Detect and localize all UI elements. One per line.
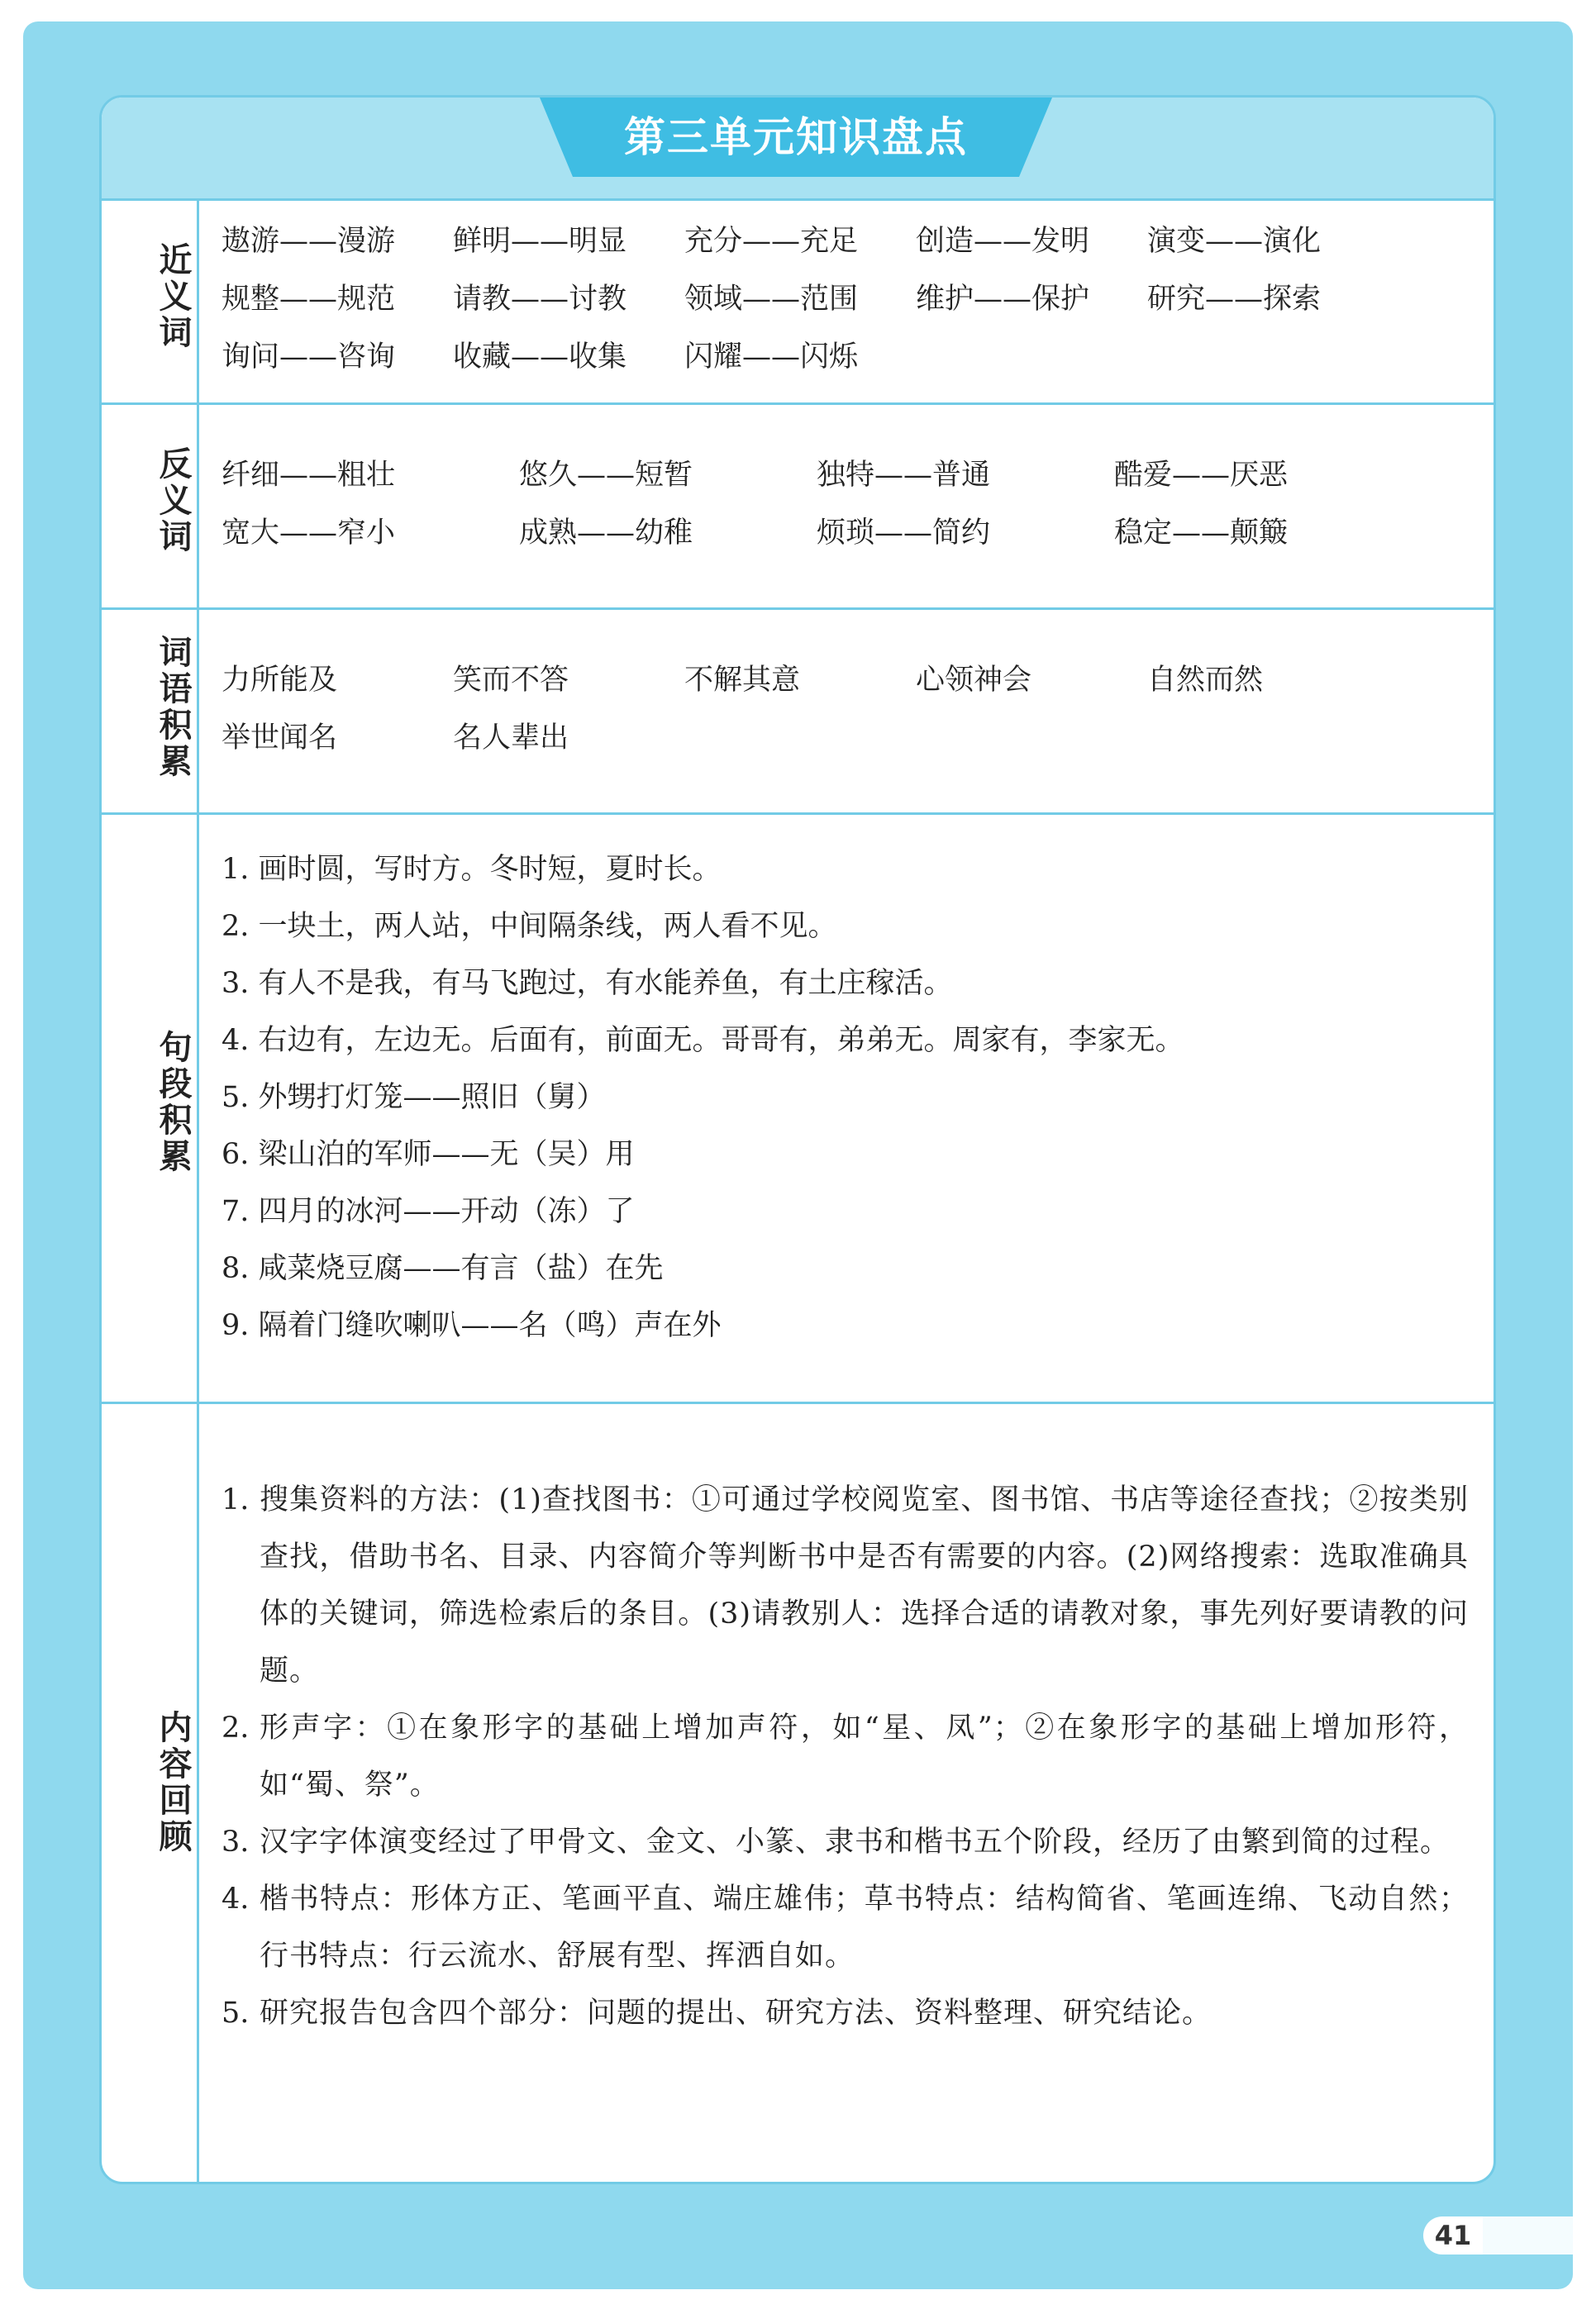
synonym-item: 领域——范围 <box>684 283 859 316</box>
synonym-item: 充分——充足 <box>684 225 859 258</box>
section-label-sentences: 句段积累 <box>154 1030 192 1175</box>
phrase-row <box>222 709 1469 767</box>
section-label-review: 内容回顾 <box>154 1710 192 1855</box>
review-item-number: 2. <box>222 1712 250 1745</box>
phrase-item: 举世闻名 <box>222 721 338 755</box>
sentence-line: 1. 画时圆，写时方。冬时短，夏时长。 <box>222 853 722 886</box>
review-item-text: 研究报告包含四个部分：问题的提出、研究方法、资料整理、研究结论。 <box>260 1997 1212 2030</box>
synonym-item: 演变——演化 <box>1147 225 1322 258</box>
phrase-item: 心领神会 <box>916 664 1032 697</box>
section-sentences <box>102 812 1494 1402</box>
synonym-item: 规整——规范 <box>222 283 396 316</box>
review-item <box>222 1814 1469 1871</box>
phrase-item: 名人辈出 <box>453 721 569 755</box>
antonym-list <box>222 446 1469 562</box>
sentence-line: 7. 四月的冰河——开动（冻）了 <box>222 1195 635 1228</box>
sentence-line: 3. 有人不是我，有马飞跑过，有水能养鱼，有土庄稼活。 <box>222 967 953 1000</box>
synonym-item: 维护——保护 <box>916 283 1090 316</box>
sentence-line: 6. 梁山泊的军师——无（吴）用 <box>222 1138 635 1171</box>
phrase-row <box>222 651 1469 709</box>
synonym-item: 创造——发明 <box>916 225 1090 258</box>
antonym-item: 纤细——粗壮 <box>222 459 396 492</box>
synonym-item: 请教——讨教 <box>453 283 627 316</box>
section-antonyms <box>102 402 1494 607</box>
section-review <box>102 1402 1494 2184</box>
page-number: 41 <box>1423 2216 1483 2254</box>
phrase-item: 笑而不答 <box>453 664 569 697</box>
section-label-antonyms: 反义词 <box>154 446 192 555</box>
antonym-item: 悠久——短暂 <box>519 459 693 492</box>
review-item-text: 楷书特点：形体方正、笔画平直、端庄雄伟；草书特点：结构简省、笔画连绵、飞动自然；行书特点：行云流水、舒展有型、挥洒自如。 <box>260 1883 1469 1973</box>
section-phrases <box>102 607 1494 812</box>
review-item-number: 4. <box>222 1883 250 1916</box>
review-item-text: 汉字字体演变经过了甲骨文、金文、小篆、隶书和楷书五个阶段，经历了由繁到简的过程。 <box>260 1826 1451 1859</box>
phrase-item: 力所能及 <box>222 664 338 697</box>
sentence-line: 5. 外甥打灯笼——照旧（舅） <box>222 1081 606 1114</box>
antonym-item: 独特——普通 <box>817 459 991 492</box>
antonym-row <box>222 504 1469 562</box>
antonym-item: 烦琐——简约 <box>817 517 991 550</box>
review-item-number: 3. <box>222 1826 250 1859</box>
review-item <box>222 1985 1469 2042</box>
review-item-text: 搜集资料的方法：(1)查找图书：①可通过学校阅览室、图书馆、书店等途径查找；②按类别查找，借助书名、目录、内容简介等判断书中是否有需要的内容。(2)网络搜索：选取准确具体的关键词，筛选检索后的条目。(3)请教别人：选择合适的请教对象，事先列好要请教的问题。 <box>260 1483 1469 1688</box>
antonym-item: 酷爱——厌恶 <box>1114 459 1289 492</box>
antonym-row <box>222 446 1469 504</box>
phrase-item: 不解其意 <box>684 664 801 697</box>
synonym-row <box>222 212 1469 270</box>
section-label-synonyms: 近义词 <box>154 242 192 351</box>
synonym-item: 遨游——漫游 <box>222 225 396 258</box>
phrase-item: 自然而然 <box>1147 664 1264 697</box>
sentence-list <box>222 841 1469 1355</box>
antonym-item: 稳定——颠簸 <box>1114 517 1289 550</box>
synonym-item: 收藏——收集 <box>453 340 627 374</box>
review-item <box>222 1700 1469 1814</box>
sentence-line: 2. 一块土，两人站，中间隔条线，两人看不见。 <box>222 910 837 943</box>
section-label-phrases: 词语积累 <box>154 635 192 780</box>
synonym-item: 闪耀——闪烁 <box>684 340 859 374</box>
review-list <box>222 1472 1469 2042</box>
synonym-list <box>222 212 1469 386</box>
page-title: 第三单元知识盘点 <box>624 113 968 161</box>
review-item <box>222 1871 1469 1985</box>
sentence-line: 9. 隔着门缝吹喇叭——名（鸣）声在外 <box>222 1309 722 1342</box>
page-tab <box>1483 2216 1573 2254</box>
synonym-row <box>222 270 1469 328</box>
synonym-row <box>222 328 1469 386</box>
antonym-item: 宽大——窄小 <box>222 517 396 550</box>
review-item-number: 5. <box>222 1997 250 2030</box>
section-synonyms <box>102 198 1494 402</box>
synonym-item: 研究——探索 <box>1147 283 1322 316</box>
review-item <box>222 1472 1469 1700</box>
synonym-item: 询问——咨询 <box>222 340 396 374</box>
knowledge-card <box>99 95 1496 2184</box>
sentence-line: 8. 咸菜烧豆腐——有言（盐）在先 <box>222 1252 664 1285</box>
review-item-number: 1. <box>222 1483 250 1516</box>
antonym-item: 成熟——幼稚 <box>519 517 693 550</box>
review-item-text: 形声字：①在象形字的基础上增加声符，如“星、凤”；②在象形字的基础上增加形符，如“蜀、祭”。 <box>260 1712 1469 1802</box>
sentence-line: 4. 右边有，左边无。后面有，前面无。哥哥有，弟弟无。周家有，李家无。 <box>222 1024 1184 1057</box>
phrase-list <box>222 651 1469 767</box>
synonym-item: 鲜明——明显 <box>453 225 627 258</box>
